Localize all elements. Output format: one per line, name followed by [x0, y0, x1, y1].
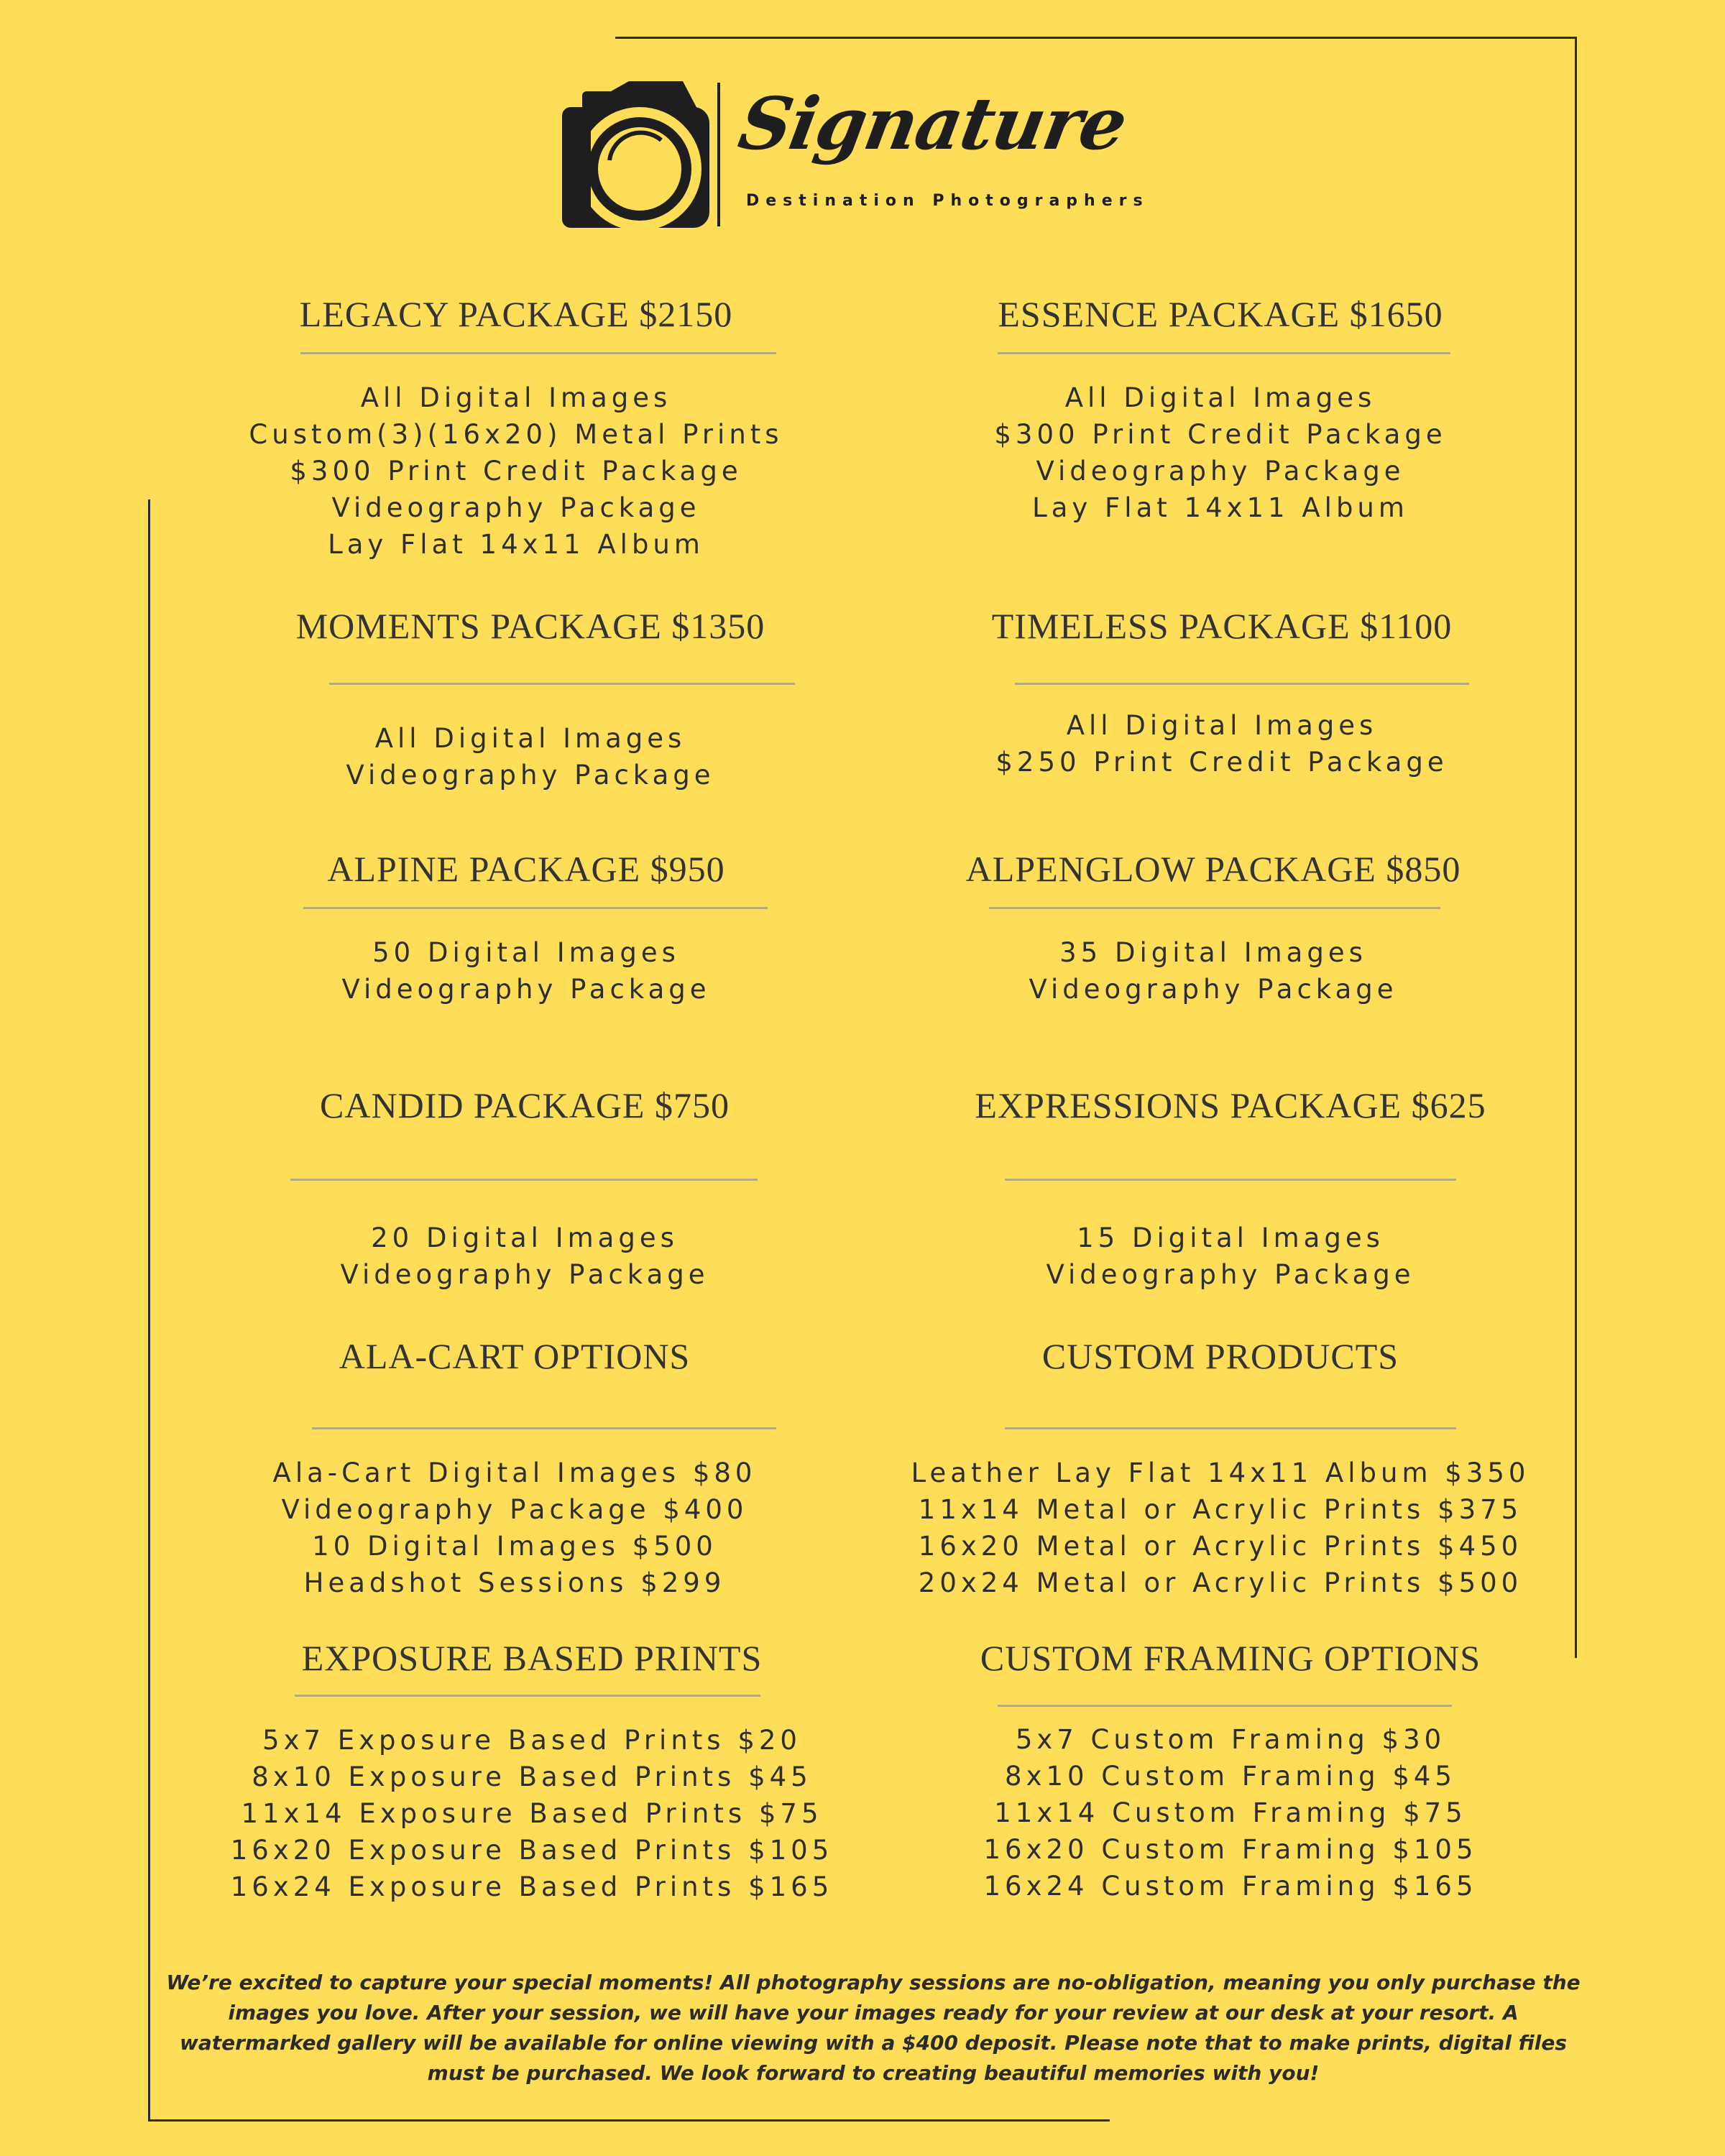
- brand-tagline: Destination Photographers: [746, 192, 1149, 210]
- list-item: Lay Flat 14x11 Album: [1032, 492, 1409, 523]
- list-item: All Digital Images: [1064, 382, 1376, 413]
- disclaimer-text: We’re excited to capture your special moments! All photography sessions are no-obligation, meaning you only purchase the images you love. After your session, we will have your images ready for your review at our desk at your resort. A watermarked gallery will be available for online viewing with a $400 deposit. Please note that to make prints, digital files must be purchased. We look forward to creating beautiful memories with you!: [166, 1971, 1581, 2085]
- list-item: Videography Package: [1036, 456, 1405, 487]
- list-item: 11x14 Metal or Acrylic Prints $375: [918, 1494, 1523, 1525]
- list-item: All Digital Images: [1066, 710, 1378, 741]
- list-item: 20x24 Metal or Acrylic Prints $500: [918, 1567, 1523, 1598]
- item-list: [157, 379, 875, 563]
- section-title: EXPRESSIONS PACKAGE $625: [975, 1085, 1486, 1125]
- item-list: [155, 1455, 874, 1601]
- list-item: 10 Digital Images $500: [312, 1531, 717, 1562]
- section-divider: [1015, 683, 1469, 685]
- list-item: Ala-Cart Digital Images $80: [272, 1457, 757, 1488]
- section-title: ALA-CART OPTIONS: [339, 1336, 691, 1376]
- list-item: 5x7 Custom Framing $30: [1015, 1724, 1446, 1755]
- section-divider: [303, 907, 768, 909]
- list-item: 16x20 Metal or Acrylic Prints $450: [918, 1531, 1523, 1562]
- list-item: 11x14 Custom Framing $75: [994, 1797, 1467, 1828]
- brand-logo: [561, 75, 1179, 234]
- list-item: 50 Digital Images: [372, 937, 680, 968]
- list-item: 16x24 Custom Framing $165: [983, 1871, 1478, 1902]
- list-item: Videography Package: [1029, 974, 1398, 1005]
- item-list: [861, 1455, 1580, 1601]
- section-title: CANDID PACKAGE $750: [320, 1085, 730, 1125]
- section-title: ALPENGLOW PACKAGE $850: [965, 849, 1461, 889]
- list-item: All Digital Images: [374, 723, 686, 754]
- section-divider: [1005, 1427, 1456, 1429]
- list-item: Headshot Sessions $299: [303, 1567, 726, 1598]
- list-item: $300 Print Credit Package: [290, 456, 742, 487]
- section-divider: [329, 683, 795, 685]
- section-divider: [998, 1705, 1452, 1707]
- section-title: ESSENCE PACKAGE $1650: [998, 294, 1443, 334]
- item-list: [871, 1220, 1590, 1293]
- frame-right-line: [1575, 37, 1577, 1658]
- list-item: 11x14 Exposure Based Prints $75: [241, 1798, 823, 1829]
- section-divider: [989, 907, 1440, 909]
- list-item: 16x20 Exposure Based Prints $105: [230, 1835, 834, 1866]
- item-list: [171, 720, 890, 793]
- camera-icon: [561, 75, 726, 234]
- item-list: [862, 707, 1581, 780]
- section-divider: [295, 1695, 760, 1697]
- item-list: [167, 934, 886, 1008]
- frame-left-line: [148, 499, 150, 2122]
- list-item: Custom(3)(16x20) Metal Prints: [249, 419, 783, 450]
- item-list: [854, 934, 1573, 1008]
- frame-top-line: [615, 37, 1577, 39]
- section-title: CUSTOM FRAMING OPTIONS: [980, 1638, 1481, 1678]
- section-divider: [312, 1427, 776, 1429]
- section-divider: [998, 352, 1450, 354]
- item-list: [172, 1722, 891, 1905]
- section-title: ALPINE PACKAGE $950: [327, 849, 725, 889]
- item-list: [165, 1220, 884, 1293]
- list-item: Videography Package: [340, 1259, 709, 1290]
- brand-name: Signature: [732, 81, 1133, 166]
- section-title: MOMENTS PACKAGE $1350: [295, 606, 765, 646]
- list-item: Leather Lay Flat 14x11 Album $350: [911, 1457, 1530, 1488]
- list-item: 8x10 Custom Framing $45: [1005, 1761, 1456, 1792]
- list-item: Videography Package: [331, 492, 701, 523]
- list-item: Videography Package $400: [281, 1494, 748, 1525]
- list-item: 5x7 Exposure Based Prints $20: [262, 1725, 801, 1756]
- list-item: $300 Print Credit Package: [994, 419, 1447, 450]
- section-title: LEGACY PACKAGE $2150: [299, 294, 733, 334]
- list-item: All Digital Images: [360, 382, 672, 413]
- section-title: TIMELESS PACKAGE $1100: [991, 606, 1453, 646]
- list-item: $250 Print Credit Package: [995, 747, 1448, 778]
- item-list: [861, 379, 1580, 526]
- list-item: Videography Package: [1046, 1259, 1415, 1290]
- frame-bottom-line: [148, 2119, 1110, 2122]
- section-divider: [290, 1179, 758, 1181]
- list-item: Videography Package: [346, 760, 715, 791]
- item-list: [871, 1721, 1590, 1904]
- section-divider: [300, 352, 776, 354]
- section-title: CUSTOM PRODUCTS: [1041, 1336, 1399, 1376]
- list-item: Lay Flat 14x11 Album: [328, 529, 704, 560]
- list-item: Videography Package: [341, 974, 711, 1005]
- list-item: 16x20 Custom Framing $105: [983, 1834, 1478, 1865]
- section-title: EXPOSURE BASED PRINTS: [301, 1638, 763, 1678]
- list-item: 20 Digital Images: [371, 1222, 678, 1253]
- list-item: 16x24 Exposure Based Prints $165: [230, 1871, 834, 1902]
- list-item: 35 Digital Images: [1059, 937, 1367, 968]
- list-item: 8x10 Exposure Based Prints $45: [252, 1761, 812, 1792]
- logo-divider: [717, 83, 720, 226]
- section-divider: [1005, 1179, 1456, 1181]
- list-item: 15 Digital Images: [1077, 1222, 1384, 1253]
